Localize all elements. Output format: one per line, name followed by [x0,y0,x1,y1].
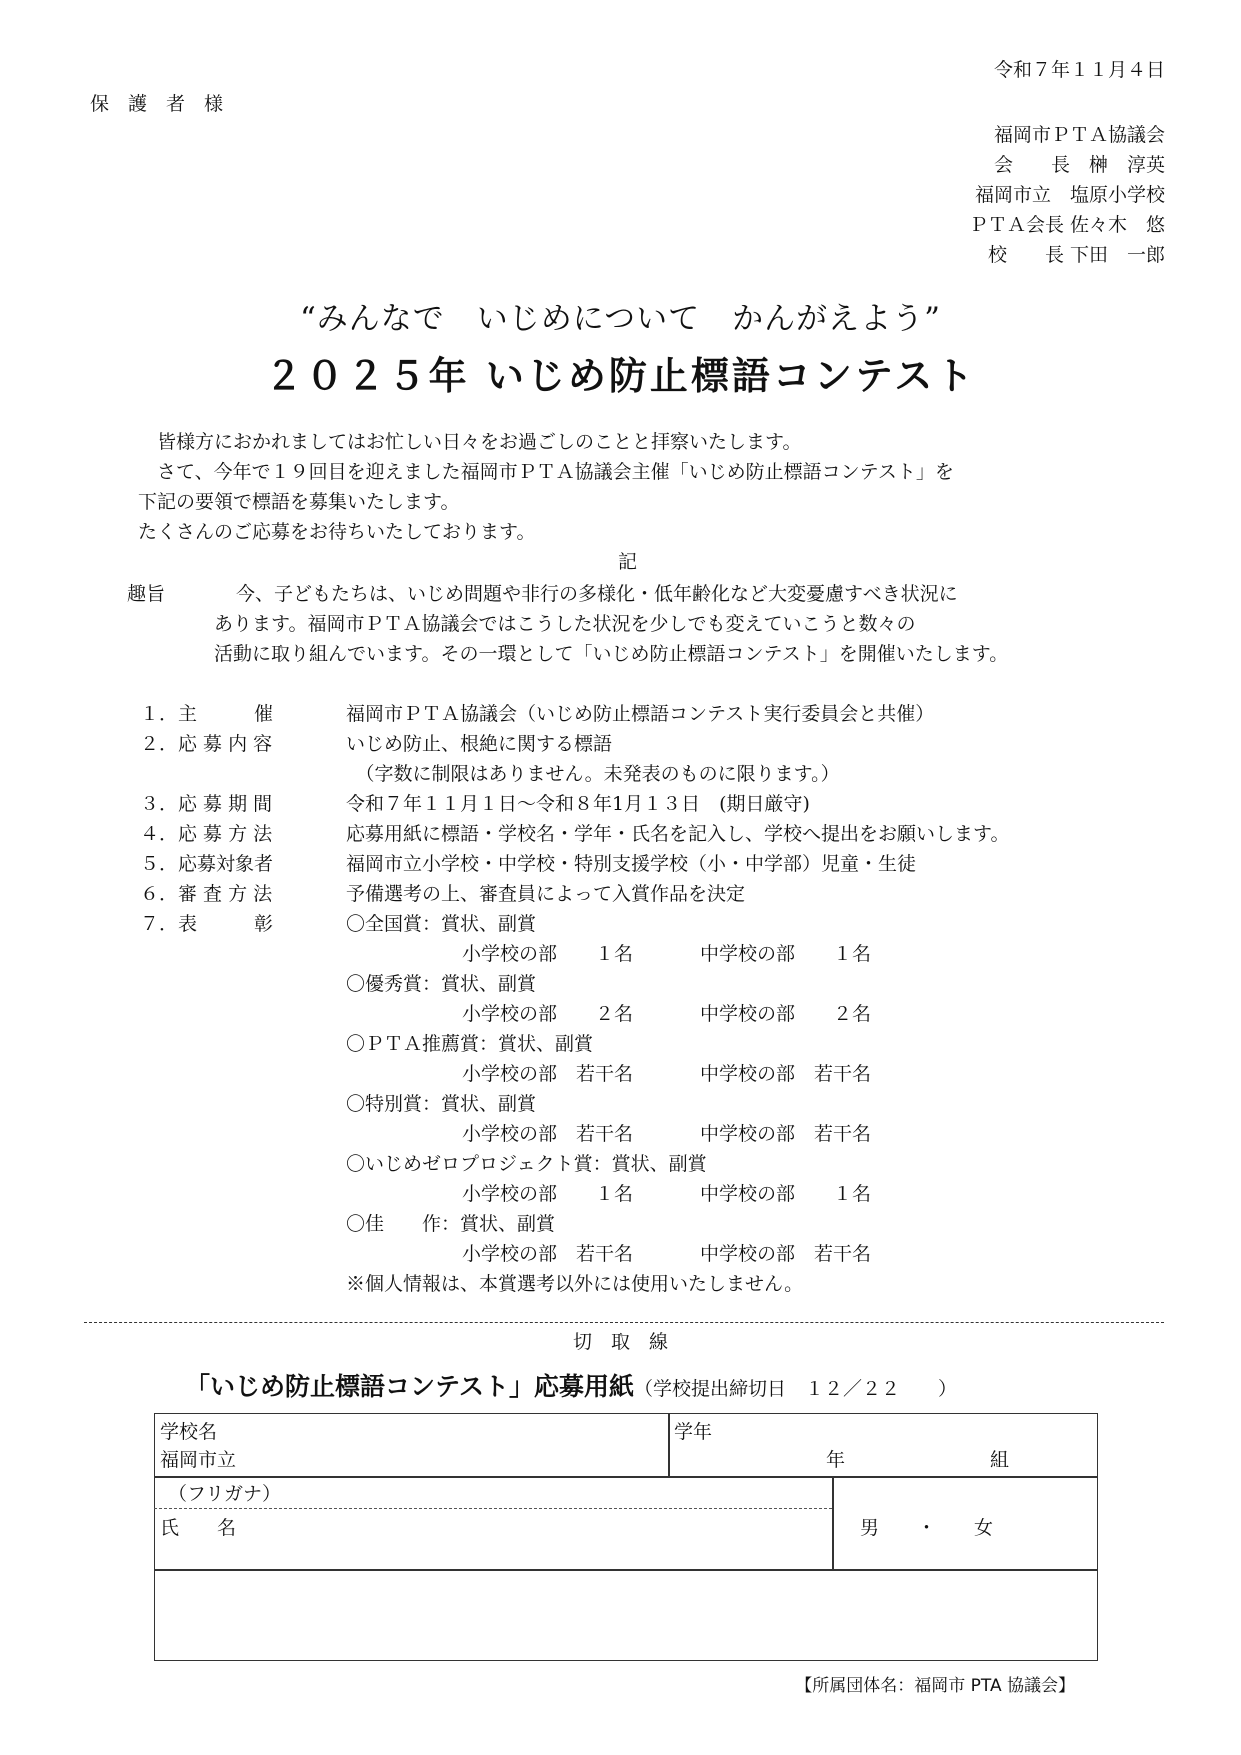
list-item: ３．応 募 期 間 令和７年１１月１日～令和８年1月１３日 (期日厳守) [140,793,810,815]
school-name-field[interactable]: 福岡市立 [160,1449,237,1471]
award-name: 〇いじめゼロプロジェクト賞：賞状、副賞 [346,1153,707,1175]
purpose-line-1: 今、子どもたちは、いじめ問題や非行の多様化・低年齢化など大変憂慮すべき状況に [236,583,958,605]
award-elementary: 小学校の部 若干名 [462,1063,634,1085]
cut-line-label: 切 取 線 [572,1331,668,1353]
award-elementary: 小学校の部 若干名 [462,1243,634,1265]
award-junior-high: 中学校の部 １名 [700,943,872,965]
award-junior-high: 中学校の部 １名 [700,1183,872,1205]
award-junior-high: 中学校の部 若干名 [700,1243,872,1265]
award-name: 〇ＰＴＡ推薦賞：賞状、副賞 [346,1033,594,1055]
form-deadline: （学校提出締切日 １２／２２ ） [634,1378,958,1400]
purpose-label: 趣旨 [127,583,166,605]
grade-class-field[interactable]: 組 [990,1449,1010,1471]
grade-year-field[interactable]: 年 [826,1449,846,1471]
page-title: ２０２５年 いじめ防止標語コンテスト [264,354,977,398]
award-elementary: 小学校の部 ２名 [462,1003,634,1025]
sender-line-2: 会 長 榊 淳英 [993,154,1165,176]
slogan-entry-field[interactable] [160,1576,1090,1656]
award-name: 〇優秀賞：賞状、副賞 [346,973,537,995]
list-item: １．主 催 福岡市ＰＴＡ協議会（いじめ防止標語コンテスト実行委員会と共催） [140,703,935,725]
purpose-line-3: 活動に取り組んでいます。その一環として「いじめ防止標語コンテスト」を開催いたします。 [214,643,1009,665]
gender-selector[interactable]: 男 ・ 女 [860,1517,994,1539]
form-title: 「いじめ防止標語コンテスト」応募用紙（学校提出締切日 １２／２２ ） [185,1372,958,1401]
list-item: ６．審 査 方 法 予備選考の上、審査員によって入賞作品を決定 [140,883,746,905]
cut-line [84,1322,1164,1323]
document-date: 令和７年１１月４日 [993,59,1165,81]
award-junior-high: 中学校の部 若干名 [700,1063,872,1085]
award-elementary: 小学校の部 １名 [462,1183,634,1205]
school-name-label: 学校名 [160,1421,218,1443]
list-item: ２．応 募 内 容 いじめ防止、根絶に関する標語 [140,733,613,755]
furigana-field[interactable]: （フリガナ） [168,1483,282,1505]
award-name: 〇佳 作：賞状、副賞 [346,1213,556,1235]
addressee: 保 護 者 様 [90,93,224,115]
intro-line-1: 皆様方におかれましてはお忙しい日々をお過ごしのことと拝察いたします。 [138,431,802,453]
sender-line-3: 福岡市立 塩原小学校 [974,184,1165,206]
award-junior-high: 中学校の部 若干名 [700,1123,872,1145]
grade-label: 学年 [674,1421,713,1443]
name-field[interactable]: 氏 名 [160,1517,237,1539]
award-junior-high: 中学校の部 ２名 [700,1003,872,1025]
sender-line-5: 校 長 下田 一郎 [987,244,1165,266]
privacy-note: ※個人情報は、本賞選考以外には使用いたしません。 [346,1273,804,1295]
list-item: ５．応募対象者 福岡市立小学校・中学校・特別支援学校（小・中学部）児童・生徒 [140,853,917,875]
list-item: ４．応 募 方 法 応募用紙に標語・学校名・学年・氏名を記入し、学校へ提出をお願いします。 [140,823,1010,845]
intro-line-3: 下記の要領で標語を募集いたします。 [138,491,460,513]
award-elementary: 小学校の部 １名 [462,943,634,965]
award-name: 〇特別賞：賞状、副賞 [346,1093,537,1115]
purpose-line-2: あります。福岡市ＰＴＡ協議会ではこうした状況を少しでも変えていこうと数々の [214,613,916,635]
affiliation-footer: 【所属団体名：福岡市 PTA 協議会】 [795,1676,1075,1696]
award-elementary: 小学校の部 若干名 [462,1123,634,1145]
intro-line-4: たくさんのご応募をお待ちいたしております。 [138,521,536,543]
sender-line-1: 福岡市ＰＴＡ協議会 [993,124,1165,146]
slogan-title: “みんなで いじめについて かんがえよう” [299,301,942,337]
list-item: ７．表 彰 〇全国賞：賞状、副賞 [140,913,537,935]
ki-heading: 記 [618,551,638,573]
sender-line-4: ＰＴＡ会長 佐々木 悠 [968,214,1165,236]
list-item: （字数に制限はありません。未発表のものに限ります。） [346,763,840,785]
intro-line-2: さて、今年で１９回目を迎えました福岡市ＰＴＡ協議会主催「いじめ防止標語コンテスト」を [138,461,954,483]
